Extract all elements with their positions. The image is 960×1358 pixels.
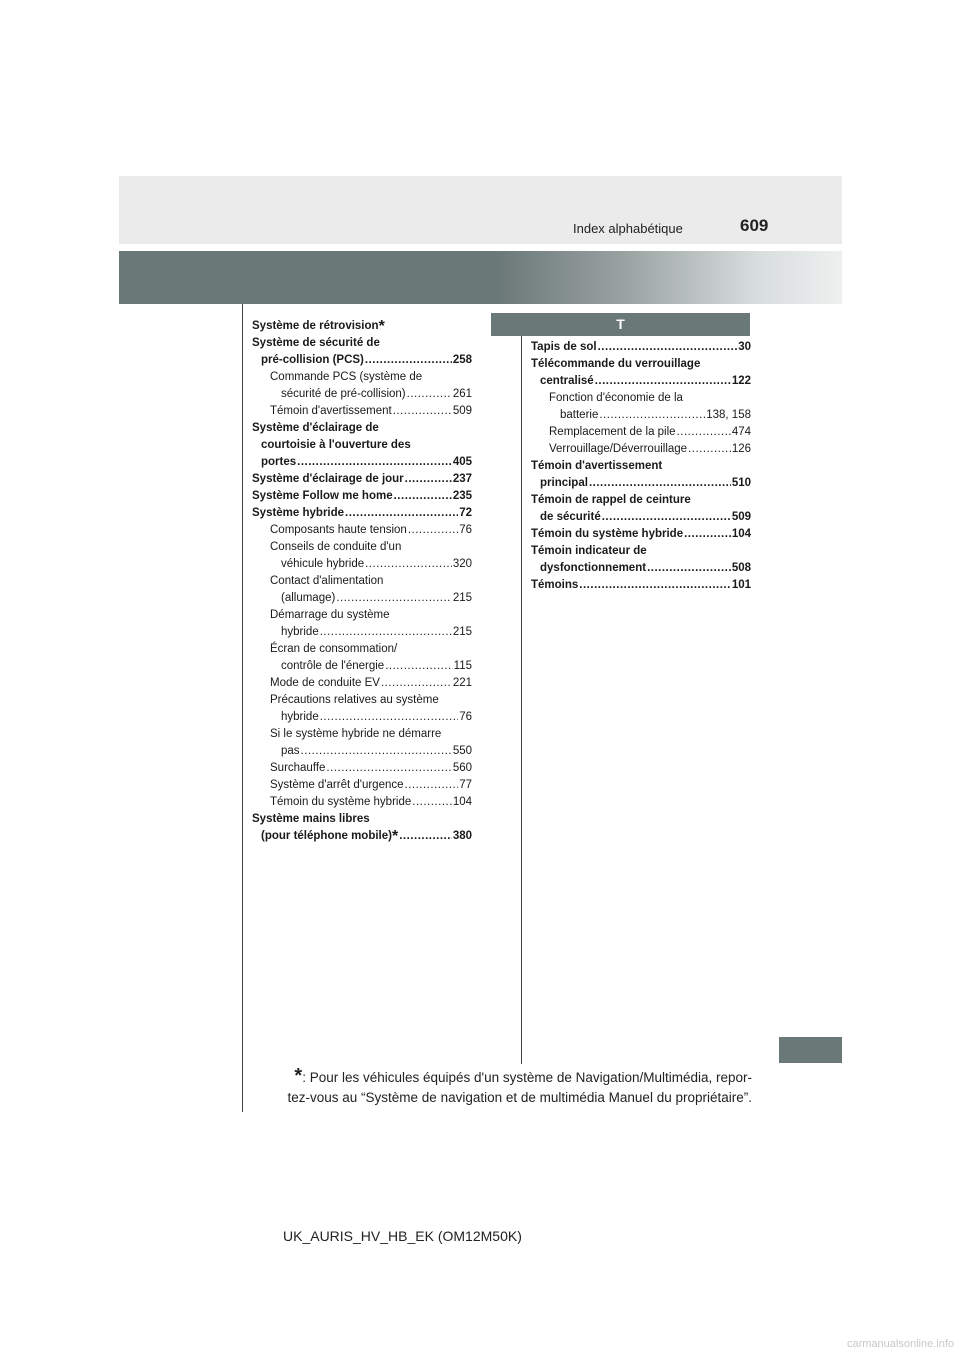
- index-entry-page: 76: [459, 711, 472, 723]
- index-entry: [531, 339, 751, 356]
- leader-dots: [412, 794, 452, 811]
- index-entry: [531, 577, 751, 594]
- index-entry-label: pré-collision (PCS): [261, 354, 364, 366]
- index-entry: [531, 458, 751, 492]
- index-entry-label: Système d'éclairage de jour: [252, 473, 404, 485]
- leader-dots: [677, 424, 731, 441]
- index-entry-label: (pour téléphone mobile): [261, 830, 392, 842]
- index-entry-label: pas: [281, 745, 300, 757]
- leader-dots: [381, 675, 452, 692]
- index-entry-label: de sécurité: [540, 511, 601, 523]
- footnote-star: *: [294, 1065, 303, 1087]
- index-entry-page: 405: [452, 456, 472, 468]
- index-entry: [252, 760, 472, 777]
- gradient-band: [119, 251, 842, 304]
- leader-dots: [394, 488, 452, 505]
- index-entry-page: 510: [731, 477, 751, 489]
- index-entry-label: Conseils de conduite d'un: [270, 541, 402, 553]
- index-entry-page: 76: [459, 524, 472, 536]
- index-entry-label: Commande PCS (système de: [270, 371, 423, 383]
- index-entry: Système de rétrovision *: [252, 318, 385, 335]
- index-entry-label: hybride: [281, 711, 319, 723]
- index-entry-label: hybride: [281, 626, 319, 638]
- index-entry-page: 138, 158: [706, 409, 751, 421]
- leader-dots: [326, 760, 451, 777]
- index-entry-page: 104: [731, 528, 751, 540]
- leader-dots: [320, 709, 458, 726]
- index-entry: [531, 492, 751, 526]
- index-entry-label: Tapis de sol: [531, 341, 597, 353]
- index-entry: [252, 607, 472, 641]
- leader-dots: [336, 590, 451, 607]
- index-entry-label: Verrouillage/Déverrouillage: [549, 443, 688, 455]
- index-entry-label: Surchauffe: [270, 762, 326, 774]
- page-number: 609: [740, 216, 769, 235]
- leader-dots: [598, 339, 738, 356]
- index-entry-page: 258: [452, 354, 472, 366]
- index-entry-page: 380: [452, 830, 472, 842]
- index-entry-label: Précautions relatives au système: [270, 694, 439, 706]
- index-entry: [252, 471, 472, 488]
- leader-dots: [602, 509, 731, 526]
- index-entry: [252, 675, 472, 692]
- index-entry-page: 509: [731, 511, 751, 523]
- index-entry-label: Mode de conduite EV: [270, 677, 380, 689]
- leader-dots: [399, 828, 452, 845]
- index-entry-label: Si le système hybride ne démarre: [270, 728, 442, 740]
- index-entry-page: 72: [459, 507, 472, 519]
- leader-dots: [297, 454, 452, 471]
- index-entry: [252, 369, 472, 403]
- index-entry: [531, 390, 751, 424]
- index-entry: [252, 692, 472, 726]
- index-entry-page: 320: [452, 558, 472, 570]
- index-entry-label: Témoin du système hybride: [531, 528, 684, 540]
- leader-dots: [579, 577, 731, 594]
- leader-dots: [408, 522, 458, 539]
- index-entry-label: Système mains libres: [252, 813, 370, 825]
- index-entry: [531, 526, 751, 543]
- watermark: carmanualsonline.info: [846, 1338, 954, 1350]
- leader-dots: [684, 526, 731, 543]
- index-entry-label: Témoin indicateur de: [531, 545, 647, 557]
- leader-dots: [589, 475, 731, 492]
- index-entry: [531, 356, 751, 390]
- index-entry: [252, 505, 472, 522]
- leader-dots: [320, 624, 452, 641]
- index-entry-page: 215: [452, 626, 472, 638]
- index-entry: [252, 794, 472, 811]
- index-entry-label: sécurité de pré-collision): [281, 388, 406, 400]
- index-entry: [531, 424, 751, 441]
- index-entry: [252, 726, 472, 760]
- index-entry-label: principal: [540, 477, 588, 489]
- index-entry-page: 509: [452, 405, 472, 417]
- index-entry-label: Écran de consommation/: [270, 643, 398, 655]
- index-entry-label: Système de rétrovision: [252, 320, 379, 332]
- index-entry-label: Contact d'alimentation: [270, 575, 384, 587]
- leader-dots: [301, 743, 452, 760]
- leader-dots: [647, 560, 731, 577]
- header-band: [119, 176, 842, 244]
- index-entry: [252, 488, 472, 505]
- index-entry-label: Système d'arrêt d'urgence: [270, 779, 404, 791]
- index-entry-page: 474: [731, 426, 751, 438]
- index-entry-label: Témoin d'avertissement: [531, 460, 663, 472]
- leader-dots: [599, 407, 705, 424]
- index-entry-page: 237: [452, 473, 472, 485]
- index-entry-page: 126: [731, 443, 751, 455]
- index-entry-page: 550: [452, 745, 472, 757]
- index-entry: [252, 573, 472, 607]
- index-entry-label: portes: [261, 456, 297, 468]
- index-entry-label: Remplacement de la pile: [549, 426, 676, 438]
- side-tab: [779, 1037, 842, 1063]
- index-entry: Système mains libres (pour téléphone mobile) * ..... 380: [252, 811, 472, 845]
- footnote: [252, 1066, 752, 1108]
- index-entry-page: 221: [452, 677, 472, 689]
- index-column-left: [252, 318, 472, 845]
- index-entry-page: 122: [731, 375, 751, 387]
- index-entry-page: 261: [452, 388, 472, 400]
- index-entry-label: Système de sécurité de: [252, 337, 380, 349]
- letter-heading: T: [491, 313, 750, 336]
- index-entry-page: 30: [738, 341, 751, 353]
- index-entry-label: Télécommande du verrouillage: [531, 358, 701, 370]
- leader-dots: [595, 373, 731, 390]
- index-entry-label: batterie: [560, 409, 599, 421]
- index-column-right: [531, 339, 751, 594]
- leader-dots: [405, 471, 452, 488]
- index-entry-label: Système Follow me home: [252, 490, 393, 502]
- index-entry: [252, 420, 472, 471]
- leader-dots: [365, 352, 452, 369]
- left-column-rule: [242, 304, 243, 1112]
- index-entry-label: courtoisie à l'ouverture des: [261, 439, 411, 451]
- index-entry: [252, 403, 472, 420]
- index-entry-label: Témoin d'avertissement: [270, 405, 392, 417]
- index-entry-label: Composants haute tension: [270, 524, 407, 536]
- index-entry-page: 215: [452, 592, 472, 604]
- index-entry: [531, 441, 751, 458]
- footnote-line-2: tez-vous au “Système de navigation et de multimédia Manuel du propriétaire”.: [287, 1090, 752, 1105]
- index-entry-page: 101: [731, 579, 751, 591]
- index-entry: [252, 522, 472, 539]
- index-entry-page: 560: [452, 762, 472, 774]
- leader-dots: [405, 777, 459, 794]
- index-entry: [252, 777, 472, 794]
- leader-dots: [393, 403, 452, 420]
- index-entry-page: 508: [731, 562, 751, 574]
- index-entry-label: Démarrage du système: [270, 609, 390, 621]
- index-entry: [531, 543, 751, 577]
- index-entry-label: Système hybride: [252, 507, 345, 519]
- section-title: Index alphabétique: [573, 221, 683, 236]
- footer-code: UK_AURIS_HV_HB_EK (OM12M50K): [283, 1228, 522, 1244]
- leader-dots: [688, 441, 731, 458]
- index-entry-label: dysfonctionnement: [540, 562, 647, 574]
- index-entry-label: centralisé: [540, 375, 594, 387]
- index-entry-label: Témoins: [531, 579, 579, 591]
- leader-dots: [385, 658, 452, 675]
- index-entry-label: (allumage): [281, 592, 336, 604]
- leader-dots: [407, 386, 452, 403]
- index-entry-page: 115: [453, 660, 472, 672]
- index-entry-page: 104: [452, 796, 472, 808]
- index-entry-label: Témoin de rappel de ceinture: [531, 494, 691, 506]
- index-entry-label: Fonction d'économie de la: [549, 392, 683, 404]
- index-entry-label: contrôle de l'énergie: [281, 660, 385, 672]
- index-entry-label: véhicule hybride: [281, 558, 365, 570]
- leader-dots: [345, 505, 458, 522]
- middle-column-rule: [521, 336, 522, 1064]
- leader-dots: [365, 556, 452, 573]
- index-entry-label: Témoin du système hybride: [270, 796, 412, 808]
- index-entry: [252, 641, 472, 675]
- index-entry-label: Système d'éclairage de: [252, 422, 379, 434]
- index-entry: [252, 539, 472, 573]
- index-entry-page: 235: [452, 490, 472, 502]
- footnote-line-1: *: Pour les véhicules équipés d'un système de Navigation/Multimédia, repor-: [294, 1065, 752, 1087]
- index-entry-page: 77: [459, 779, 472, 791]
- index-entry: [252, 335, 472, 369]
